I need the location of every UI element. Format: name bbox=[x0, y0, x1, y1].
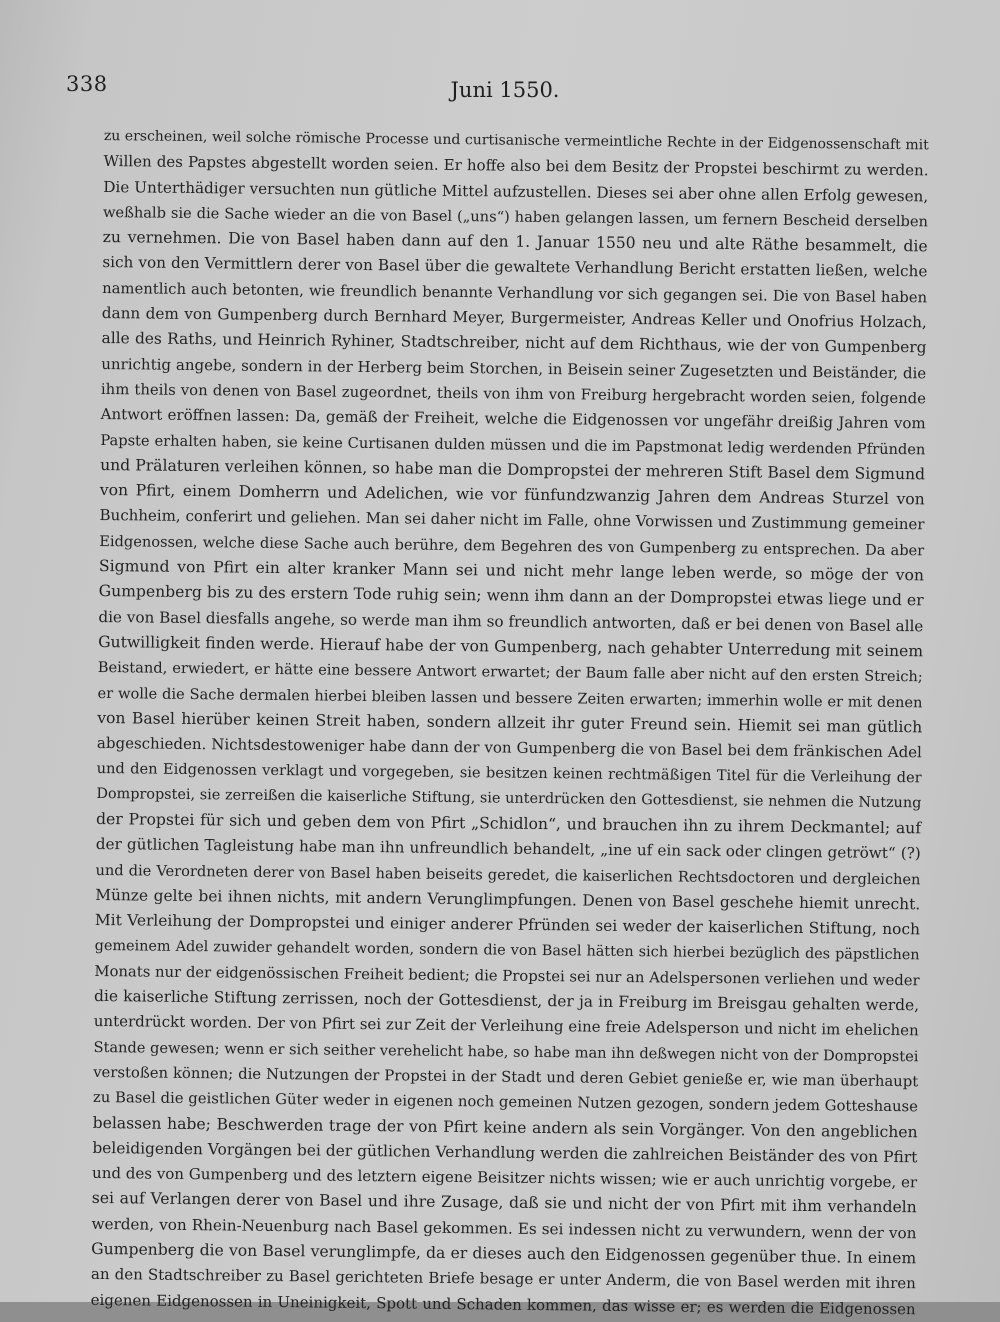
text-line: alle des Raths, und Heinrich Ryhiner, Stadtschreiber, nicht auf dem Richthaus, wie der von Gumpenberg bbox=[101, 329, 927, 357]
text-line: Gutwilligkeit finden werde. Hierauf habe der von Gumpenberg, nach gehabter Unterredung mit seinem bbox=[98, 632, 924, 661]
text-line: Münze gelte bei ihnen nichts, mit andern Verunglimpfungen. Denen von Basel geschehe hiemit unrecht. bbox=[95, 885, 921, 914]
text-line: sich von den Vermittlern derer von Basel über die gewaltete Verhandlung Bericht erstatten ließen, welche bbox=[102, 253, 928, 281]
text-line: ihm theils von denen von Basel zugeordnet, theils von ihm von Freiburg hergebracht worden seien, folgende bbox=[100, 380, 927, 408]
text-line: zu erscheinen, weil solche römische Processe und curtisanische vermeintliche Rechte in der Eidgenossenschaft mit bbox=[103, 127, 929, 154]
body-text bbox=[91, 124, 929, 1322]
text-line: und des von Gumpenberg und des letztern eigene Beisitzer nichts wissen; wie er auch unrichtig vorgebe, er bbox=[91, 1164, 918, 1192]
text-line: Die Unterthädiger versuchten nun gütliche Mittel aufzustellen. Dieses sei aber ohne allen Erfolg gewesen, bbox=[103, 177, 929, 205]
text-line: er wolle die Sache dermalen hierbei bleiben lassen und bessere Zeiten erwarten; immerhin wolle er mit denen bbox=[97, 684, 923, 711]
text-line: und Prälaturen verleihen können, so habe man die Dompropstei der mehreren Stift Basel dem Sigmund bbox=[100, 455, 926, 484]
text-line: zu Basel die geistlichen Güter weder in eigenen noch gemeinen Nutzen gezogen, sondern jedem Gotteshause bbox=[92, 1089, 918, 1116]
text-line: der gütlichen Tagleistung habe man ihn unfreundlich behandelt, „ine uf ein sack oder clingen getröwt“ (?) bbox=[95, 835, 921, 863]
text-line: Eidgenossen, welche diese Sache auch berühre, dem Begehren des von Gumpenberg zu entsprechen. Da aber bbox=[99, 532, 925, 560]
text-line: der Propstei für sich und geben dem von Pfirt „Schidlon“, und brauchen ihn zu ihrem Deckmantel; auf bbox=[96, 809, 922, 838]
text-line: weßhalb sie die Sache wieder an die von Basel („uns“) haben gelangen lassen, um fernern Bescheid derselben bbox=[102, 203, 929, 231]
text-line: Stande gewesen; wenn er sich seither verehelicht habe, so habe man ihn deßwegen nicht von der Dompropstei bbox=[93, 1038, 919, 1065]
text-line: an den Stadtschreiber zu Basel gerichteten Briefe besage er unter Anderm, die von Basel werden mit ihren bbox=[90, 1265, 916, 1293]
text-line: Dompropstei, sie zerreißen die kaiserliche Stiftung, sie unterdrücken den Gottesdienst, sie nehmen die Nutzung bbox=[96, 785, 922, 812]
text-line: dann dem von Gumpenberg durch Bernhard Meyer, Burgermeister, Andreas Keller und Onofrius Holzach, bbox=[101, 304, 927, 332]
text-line: von Pfirt, einem Domherrn und Adelichen, wie vor fünfundzwanzig Jahren dem Andreas Sturzel von bbox=[99, 481, 925, 509]
text-line: die kaiserliche Stiftung zerrissen, noch der Gottesdienst, der ja in Freiburg im Breisgau gehalten werde, bbox=[94, 987, 920, 1015]
text-line: und die Verordneten derer von Basel haben beiseits geredet, die kaiserlichen Rechtsdoctoren und dergleichen bbox=[95, 861, 921, 888]
page-number: 338 bbox=[66, 72, 108, 96]
text-line: Sigmund von Pfirt ein alter kranker Mann sei und nicht mehr lange leben werde, so möge der von bbox=[98, 557, 925, 585]
text-line: Antwort eröffnen lassen: Da, gemäß der Freiheit, welche die Eidgenossen vor ungefähr dreißig Jahren vom bbox=[100, 405, 926, 433]
text-line: werden, von Rhein-Neuenburg nach Basel gekommen. Es sei indessen nicht zu verwundern, wenn der von bbox=[91, 1214, 917, 1243]
text-line: Buchheim, conferirt und geliehen. Man sei daher nicht im Falle, ohne Vorwissen und Zustimmung gemeiner bbox=[99, 506, 925, 534]
text-line: abgeschieden. Nichtsdestoweniger habe dann der von Gumpenberg die von Basel bei dem fränkischen Adel bbox=[96, 734, 923, 762]
running-head: Juni 1550. bbox=[450, 78, 560, 102]
text-line: Monats nur der eidgenössischen Freiheit bedient; die Propstei sei nur an Adelspersonen verliehen und weder bbox=[94, 962, 920, 990]
text-line: sei auf Verlangen derer von Basel und ihre Zusage, daß sie und nicht der von Pfirt mit ihm verhandeln bbox=[91, 1189, 917, 1217]
text-line: eigenen Eidgenossen in Uneinigkeit, Spott und Schaden kommen, das wisse er; es werden die Eidgenossen bbox=[90, 1290, 916, 1318]
text-line: Mit Verleihung der Dompropstei und einiger anderer Pfründen sei weder der kaiserlichen Stiftung, noch bbox=[94, 911, 921, 939]
text-line: gemeinem Adel zuwider gehandelt worden, sondern die von Basel hätten sich hierbei bezüglich des päpstlichen bbox=[94, 937, 920, 963]
text-line: Gumpenberg bis zu des erstern Tode ruhig sein; wenn ihm dann an der Dompropstei etwas liege und er bbox=[98, 582, 924, 610]
text-line: Willen des Papstes abgestellt worden seien. Er hoffe also bei dem Besitz der Propstei beschirmt zu werden. bbox=[103, 152, 929, 180]
text-line: und den Eidgenossen verklagt und vorgegeben, sie besitzen keinen rechtmäßigen Titel für die Verleihung der bbox=[96, 760, 922, 787]
text-line: unrichtig angebe, sondern in der Herberg beim Storchen, in Beisein seiner Zugesetzten und Beiständer, die bbox=[101, 354, 927, 383]
text-line: namentlich auch betonten, wie freundlich benannte Verhandlung vor sich gegangen sei. Die von Basel haben bbox=[102, 279, 928, 307]
text-line: Papste erhalten haben, sie keine Curtisanen dulden müssen und die im Papstmonat ledig werdenden Pfründen bbox=[100, 431, 926, 458]
text-line: belassen habe; Beschwerden trage der von Pfirt keine andern als sein Vorgänger. Von den angeblichen bbox=[92, 1113, 918, 1141]
text-line: von Basel hierüber keinen Streit haben, sondern allzeit ihr guter Freund sein. Hiemit sei man gütlich bbox=[97, 708, 923, 737]
text-line: Gumpenberg die von Basel verunglimpfe, da er dieses auch den Eidgenossen gegenüber thue. In einem bbox=[91, 1239, 917, 1268]
text-line: verstoßen können; die Nutzungen der Propstei in der Stadt und deren Gebiet genieße er, wie man überhaupt bbox=[93, 1063, 919, 1091]
text-line: zu vernehmen. Die von Basel haben dann auf den 1. Januar 1550 neu und alte Räthe besammelt, die bbox=[102, 228, 928, 256]
text-line: unterdrückt worden. Der von Pfirt sei zur Zeit der Verleihung eine freie Adelsperson und nicht im ehelichen bbox=[93, 1012, 919, 1040]
text-line: beleidigenden Vorgängen bei der gütlichen Verhandlung werden die zahlreichen Beiständer des von Pfirt bbox=[92, 1138, 918, 1167]
text-line: Beistand, erwiedert, er hätte eine bessere Antwort erwartet; der Baum falle aber nicht auf den ersten Streich; bbox=[97, 659, 923, 686]
text-line: die von Basel diesfalls angehe, so werde man ihm so freundlich antworten, daß er bei denen von Basel alle bbox=[98, 607, 924, 635]
